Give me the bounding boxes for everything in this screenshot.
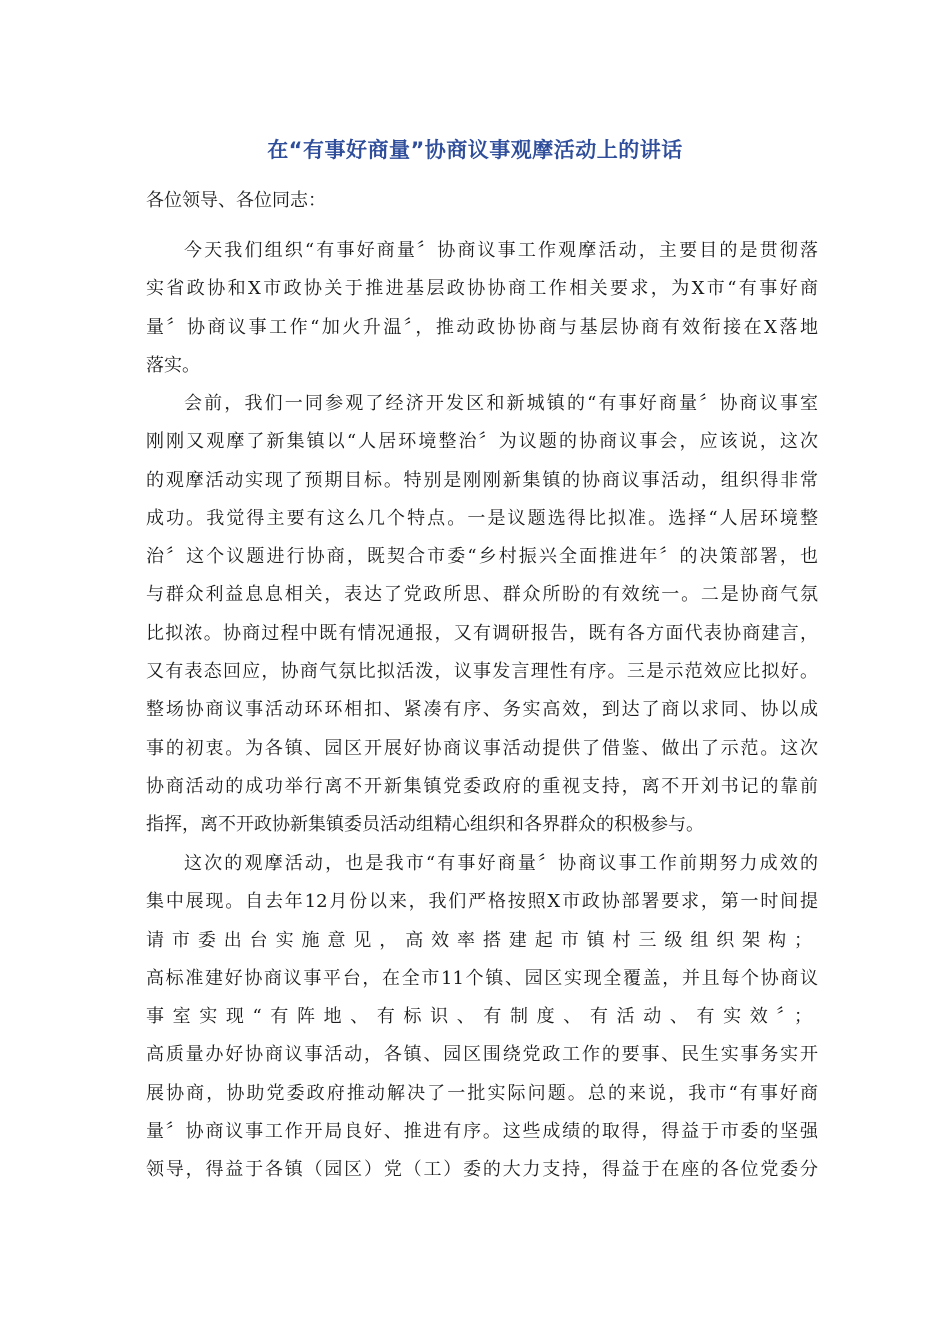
paragraph-line: 高质量办好协商议事活动，各镇、园区围绕党政工作的要事、民生实事务实开 (146, 1044, 818, 1066)
paragraph-line: 成功。我觉得主要有这么几个特点。一是议题选得比拟准。选择“人居环境整 (146, 507, 818, 529)
paragraph-line: 会前，我们一同参观了经济开发区和新城镇的“有事好商量〞协商议事室 (184, 393, 818, 414)
salutation: 各位领导、各位同志： (146, 190, 326, 211)
paragraph-line: 整场协商议事活动环环相扣、紧凑有序、务实高效，到达了商以求同、协以成 (146, 699, 818, 721)
paragraph-line: 又有表态回应，协商气氛比拟活泼，议事发言理性有序。三是示范效应比拟好。 (146, 661, 818, 683)
document-title: 在“有事好商量”协商议事观摩活动上的讲话 (267, 138, 683, 162)
paragraph-line: 今天我们组织“有事好商量〞协商议事工作观摩活动，主要目的是贯彻落 (184, 240, 818, 261)
paragraph-line: 治〞这个议题进行协商，既契合市委“乡村振兴全面推进年〞的决策部署，也 (146, 546, 818, 568)
paragraph-line: 的观摩活动实现了预期目标。特别是刚刚新集镇的协商议事活动，组织得非常 (146, 469, 818, 491)
paragraph-line: 领导，得益于各镇（园区）党（工）委的大力支持，得益于在座的各位党委分 (146, 1159, 818, 1181)
paragraph-line: 展协商，协助党委政府推动解决了一批实际问题。总的来说，我市“有事好商 (146, 1082, 818, 1104)
paragraph-line: 协商活动的成功举行离不开新集镇党委政府的重视支持，离不开刘书记的靠前 (146, 775, 818, 797)
paragraph-line: 指挥，离不开政协新集镇委员活动组精心组织和各界群众的积极参与。 (146, 814, 704, 836)
paragraph-2 (146, 385, 818, 845)
paragraph-line: 与群众利益息息相关，表达了党政所思、群众所盼的有效统一。二是协商气氛 (146, 584, 818, 606)
paragraph-line: 高标准建好协商议事平台，在全市11个镇、园区实现全覆盖，并且每个协商议 (146, 967, 818, 989)
paragraph-line: 实省政协和X市政协关于推进基层政协协商工作相关要求，为X市“有事好商 (146, 278, 818, 300)
paragraph-line: 量〞协商议事工作开局良好、推进有序。这些成绩的取得，得益于市委的坚强 (146, 1121, 818, 1143)
paragraph-line: 请市委出台实施意见，高效率搭建起市镇村三级组织架构； (146, 929, 818, 951)
paragraph-line: 集中展现。自去年12月份以来，我们严格按照X市政协部署要求，第一时间提 (146, 891, 818, 913)
paragraph-line: 落实。 (146, 354, 200, 376)
paragraph-line: 事的初衷。为各镇、园区开展好协商议事活动提供了借鉴、做出了示范。这次 (146, 737, 818, 759)
paragraph-line: 刚刚又观摩了新集镇以“人居环境整治〞为议题的协商议事会，应该说，这次 (146, 431, 818, 453)
paragraph-1 (146, 232, 818, 385)
paragraph-3 (146, 845, 818, 1190)
paragraph-line: 比拟浓。协商过程中既有情况通报，又有调研报告，既有各方面代表协商建言， (146, 622, 818, 644)
paragraph-line: 事室实现“有阵地、有标识、有制度、有活动、有实效〞； (146, 1006, 818, 1028)
paragraph-line: 量〞协商议事工作“加火升温〞，推动政协协商与基层协商有效衔接在X落地 (146, 316, 818, 338)
paragraph-line: 这次的观摩活动，也是我市“有事好商量〞协商议事工作前期努力成效的 (184, 853, 818, 874)
